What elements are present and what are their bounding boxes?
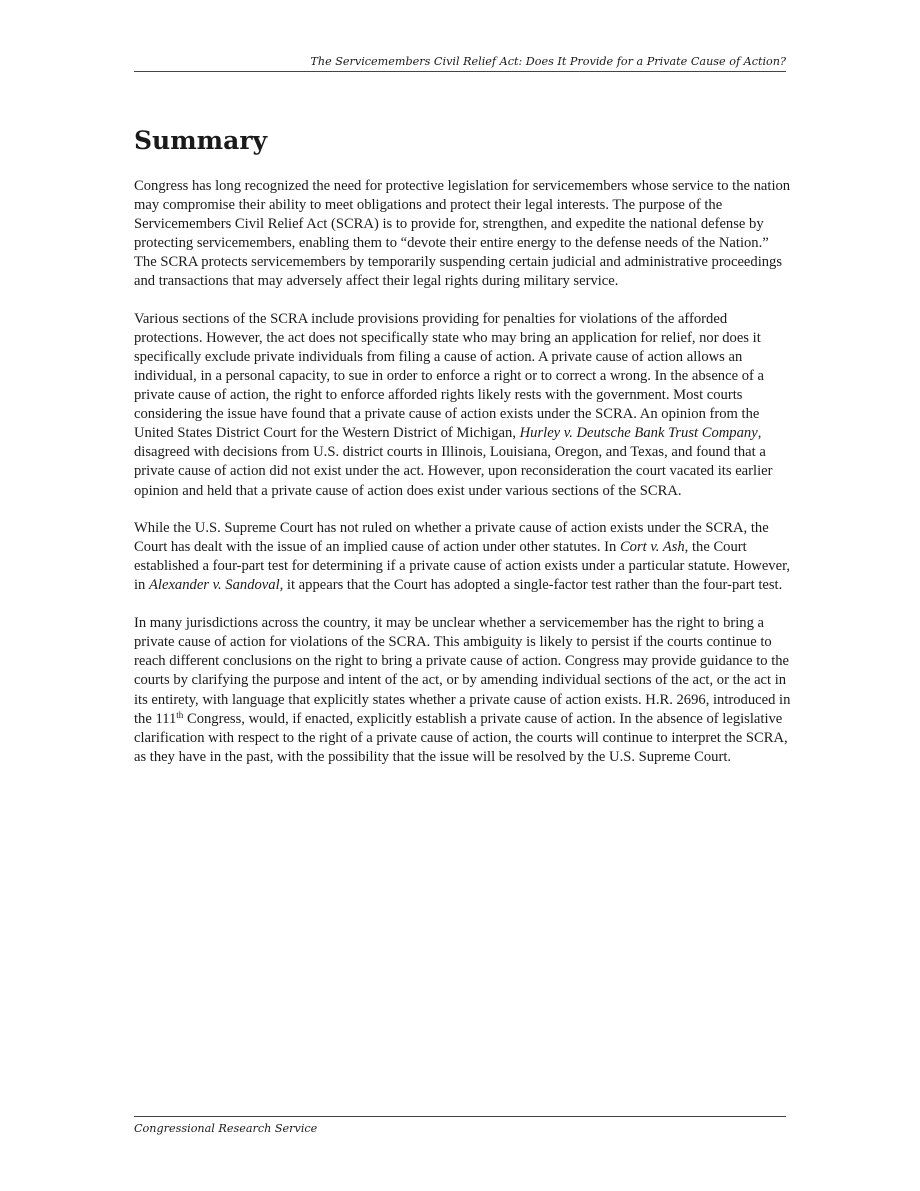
- case-citation-hurley: Hurley v. Deutsche Bank Trust Company: [519, 425, 758, 442]
- paragraph-2-text-a: Various sections of the SCRA include provisions providing for penalties for violations of the afforded protections. However, the act does not specifically state who may bring an application for relief, nor does it specifically exclude private individuals from filing a cause of action. A private cause of action allows an individual, in a personal capacity, to sue in order to enforce a right or to correct a wrong. In the absence of a private cause of action, the right to enforce afforded rights likely rests with the government. Most courts considering the issue have found that a private cause of action exists under the SCRA. An opinion from the United States District Court for the Western District of Michigan,: [134, 311, 764, 442]
- paragraph-4-text-b: Congress, would, if enacted, explicitly establish a private cause of action. In the absence of legislative clarification with respect to the right of a private cause of action, the courts will continue to interpret the SCRA, as they have in the past, with the possibility that the issue will be resolved by the U.S. Supreme Court.: [134, 710, 788, 765]
- paragraph-3: [134, 519, 794, 595]
- running-footer: [134, 1116, 786, 1136]
- case-citation-alexander: Alexander v. Sandoval,: [149, 577, 284, 594]
- case-citation-cort: Cort v. Ash: [619, 539, 685, 556]
- paragraph-1-text: Congress has long recognized the need for protective legislation for servicemembers whose service to the nation may compromise their ability to meet obligations and protect their legal interests. The purpose of the Servicemembers Civil Relief Act (SCRA) is to provide for, strengthen, and expedite the national defense by protecting servicemembers, enabling them to “devote their entire energy to the defense needs of the Nation.” The SCRA protects servicemembers by temporarily suspending certain judicial and administrative proceedings and transactions that may adversely affect their legal rights during military service.: [134, 178, 791, 290]
- summary-body: [134, 177, 794, 786]
- paragraph-1: [134, 177, 794, 291]
- section-heading: Summary: [134, 126, 268, 155]
- footer-publisher: Congressional Research Service: [134, 1122, 318, 1135]
- paragraph-4-text-a: In many jurisdictions across the country, it may be unclear whether a servicemember has the right to bring a private cause of action for violations of the SCRA. This ambiguity is likely to persist if the courts continue to reach different conclusions on the right to bring a private cause of action. Congress may provide guidance to the courts by clarifying the purpose and intent of the act, or by amending individual sections of the act, or the act in its entirety, with language that explicitly states whether a private cause of action exists. H.R. 2696, introduced in the 111: [134, 615, 791, 727]
- paragraph-4: [134, 614, 794, 766]
- paragraph-2: [134, 310, 794, 500]
- paragraph-3-text-a: While the U.S. Supreme Court has not ruled on whether a private cause of action exists under the SCRA, the Court has dealt with the issue of an implied cause of action under other statutes. In: [134, 520, 769, 556]
- paragraph-3-text-b: , the Court established a four-part test for determining if a private cause of action exists under a particular statute. However, in: [134, 539, 790, 594]
- running-header-title: The Servicemembers Civil Relief Act: Does It Provide for a Private Cause of Action?: [310, 55, 786, 68]
- running-header: [134, 55, 786, 72]
- paragraph-3-text-c: it appears that the Court has adopted a single-factor test rather than the four-part test.: [283, 577, 783, 594]
- ordinal-suffix: th: [176, 709, 184, 720]
- paragraph-2-text-b: , disagreed with decisions from U.S. district courts in Illinois, Louisiana, Oregon, and Texas, and found that a private cause of action did not exist under the act. However, upon reconsideration the court vacated its earlier opinion and held that a private cause of action does exist under various sections of the SCRA.: [134, 425, 773, 499]
